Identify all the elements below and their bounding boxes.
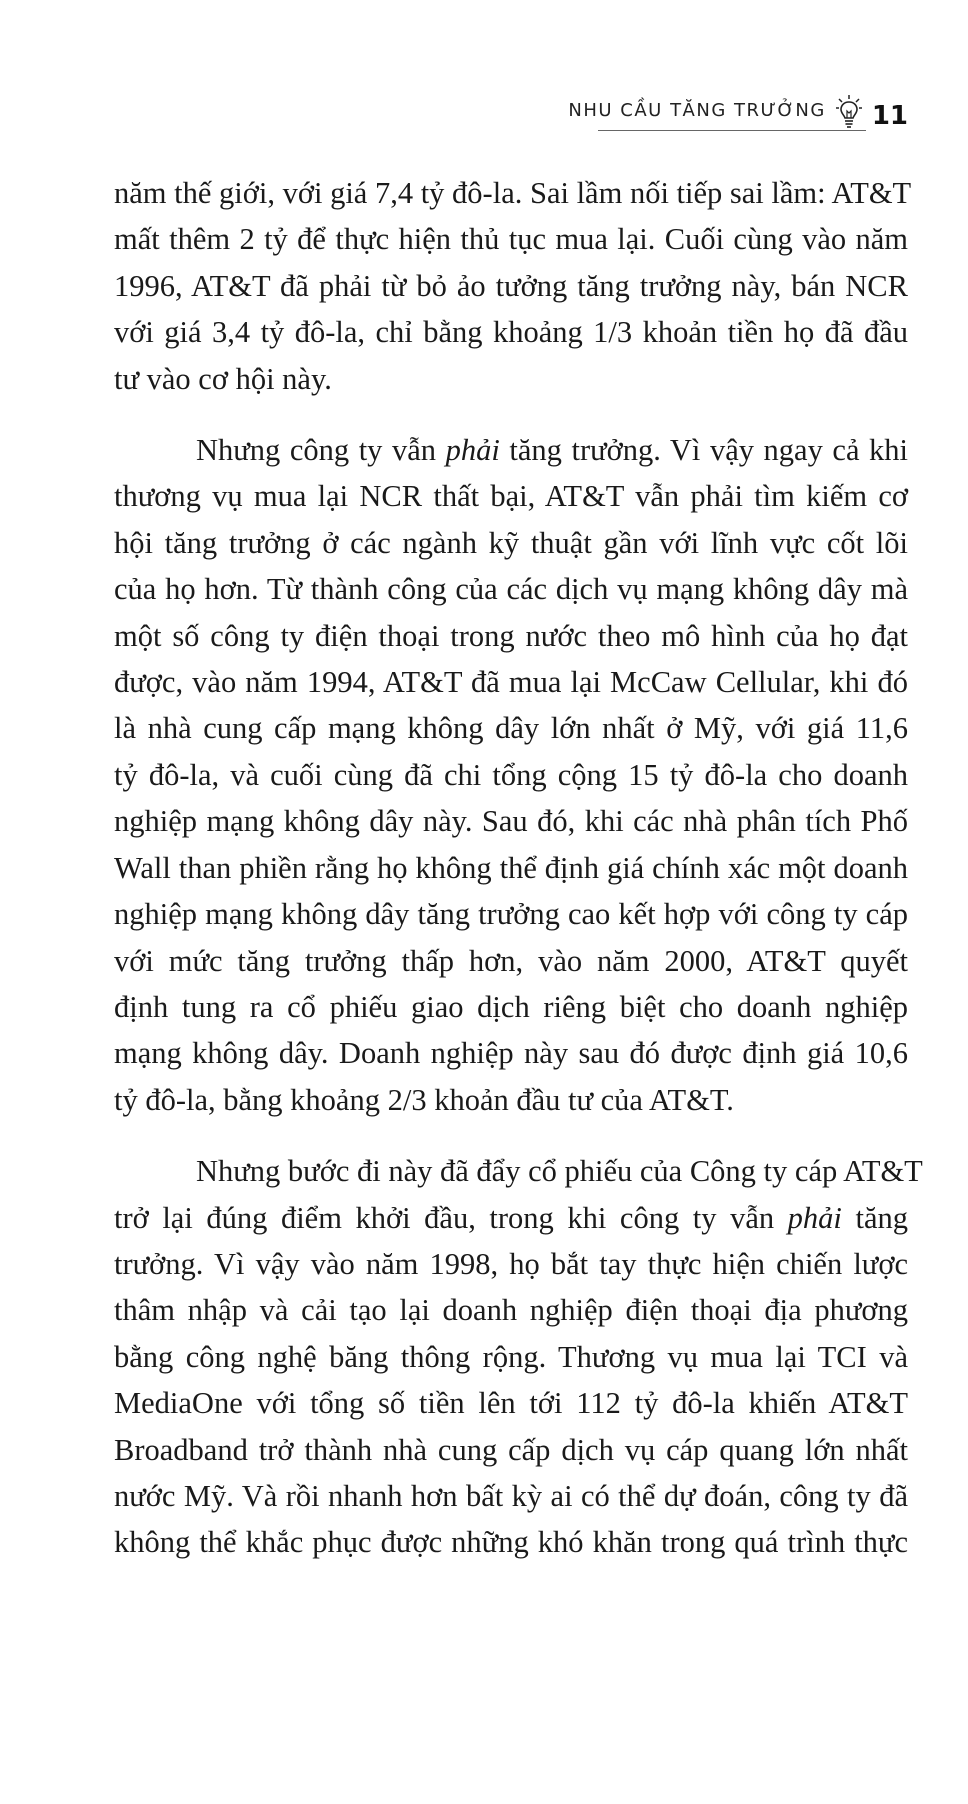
- text-line: hội tăng trưởng ở các ngành kỹ thuật gần với lĩnh vực cốt lõi: [114, 525, 908, 560]
- text-line: tỷ đô-la, bằng khoảng 2/3 khoản đầu tư của AT&T.: [114, 1082, 734, 1117]
- page-number: 11: [871, 100, 908, 131]
- text-line: là nhà cung cấp mạng không dây lớn nhất ở Mỹ, với giá 11,6: [114, 711, 908, 746]
- page-header: [568, 100, 908, 131]
- text-line: mạng không dây. Doanh nghiệp này sau đó được định giá 10,6: [114, 1036, 908, 1071]
- text-line: bằng công nghệ băng thông rộng. Thương vụ mua lại TCI và: [114, 1339, 908, 1374]
- text-line: của họ hơn. Từ thành công của các dịch vụ mạng không dây mà: [114, 572, 908, 607]
- text-line: 1996, AT&T đã phải từ bỏ ảo tưởng tăng trưởng này, bán NCR: [114, 268, 908, 303]
- text-line: với giá 3,4 tỷ đô-la, chỉ bằng khoảng 1/3 khoản tiền họ đã đầu: [114, 315, 908, 350]
- paragraph-1: [114, 170, 912, 402]
- text-line: thâm nhập và cải tạo lại doanh nghiệp điện thoại địa phương: [114, 1293, 908, 1328]
- text-run: tăng trưởng. Vì vậy ngay cả khi: [499, 433, 909, 468]
- text-line: năm thế giới, với giá 7,4 tỷ đô-la. Sai lầm nối tiếp sai lầm: AT&T: [114, 176, 912, 210]
- paragraph-3: [114, 1148, 923, 1566]
- text-line: tỷ đô-la, và cuối cùng đã chi tổng cộng 15 tỷ đô-la cho doanh: [114, 757, 908, 792]
- text-line: trưởng. Vì vậy vào năm 1998, họ bắt tay thực hiện chiến lược: [114, 1246, 908, 1281]
- text-line: định tung ra cổ phiếu giao dịch riêng biệt cho doanh nghiệp: [114, 989, 908, 1024]
- emphasis-text: phải: [445, 433, 500, 468]
- text-line: với mức tăng trưởng thấp hơn, vào năm 2000, AT&T quyết: [114, 943, 908, 978]
- text-line: nghiệp mạng không dây tăng trưởng cao kết hợp với công ty cáp: [114, 897, 908, 932]
- text-line: không thể khắc phục được những khó khăn trong quá trình thực: [114, 1525, 908, 1560]
- body-text: [114, 170, 923, 1566]
- text-line: Broadband trở thành nhà cung cấp dịch vụ cáp quang lớn nhất: [114, 1432, 908, 1467]
- text-line: Wall than phiền rằng họ không thể định giá chính xác một doanh: [114, 850, 908, 885]
- emphasis-text: phải: [787, 1200, 842, 1235]
- text-line: thương vụ mua lại NCR thất bại, AT&T vẫn phải tìm kiếm cơ: [114, 479, 908, 514]
- text-line: được, vào năm 1994, AT&T đã mua lại McCaw Cellular, khi đó: [114, 665, 908, 700]
- text-line: mất thêm 2 tỷ để thực hiện thủ tục mua lại. Cuối cùng vào năm: [114, 222, 908, 257]
- text-line: nước Mỹ. Và rồi nhanh hơn bất kỳ ai có thể dự đoán, công ty đã: [114, 1478, 908, 1513]
- text-line: tư vào cơ hội này.: [114, 361, 332, 396]
- text-run: tăng: [841, 1200, 908, 1235]
- text-run: Nhưng công ty vẫn: [196, 433, 446, 468]
- lightbulb-icon: [836, 95, 862, 129]
- paragraph-2: [114, 427, 908, 1123]
- running-title: NHU CẦU TĂNG TRƯỞNG: [568, 100, 825, 131]
- text-line: MediaOne với tổng số tiền lên tới 112 tỷ đô-la khiến AT&T: [114, 1386, 908, 1421]
- text-line: một số công ty điện thoại trong nước theo mô hình của họ đạt: [114, 618, 908, 653]
- text-line: Nhưng bước đi này đã đẩy cổ phiếu của Công ty cáp AT&T: [196, 1154, 923, 1189]
- text-line: nghiệp mạng không dây này. Sau đó, khi các nhà phân tích Phố: [114, 804, 908, 839]
- text-line: [114, 1195, 908, 1241]
- text-line: [114, 427, 908, 473]
- text-run: trở lại đúng điểm khởi đầu, trong khi công ty vẫn: [114, 1200, 788, 1235]
